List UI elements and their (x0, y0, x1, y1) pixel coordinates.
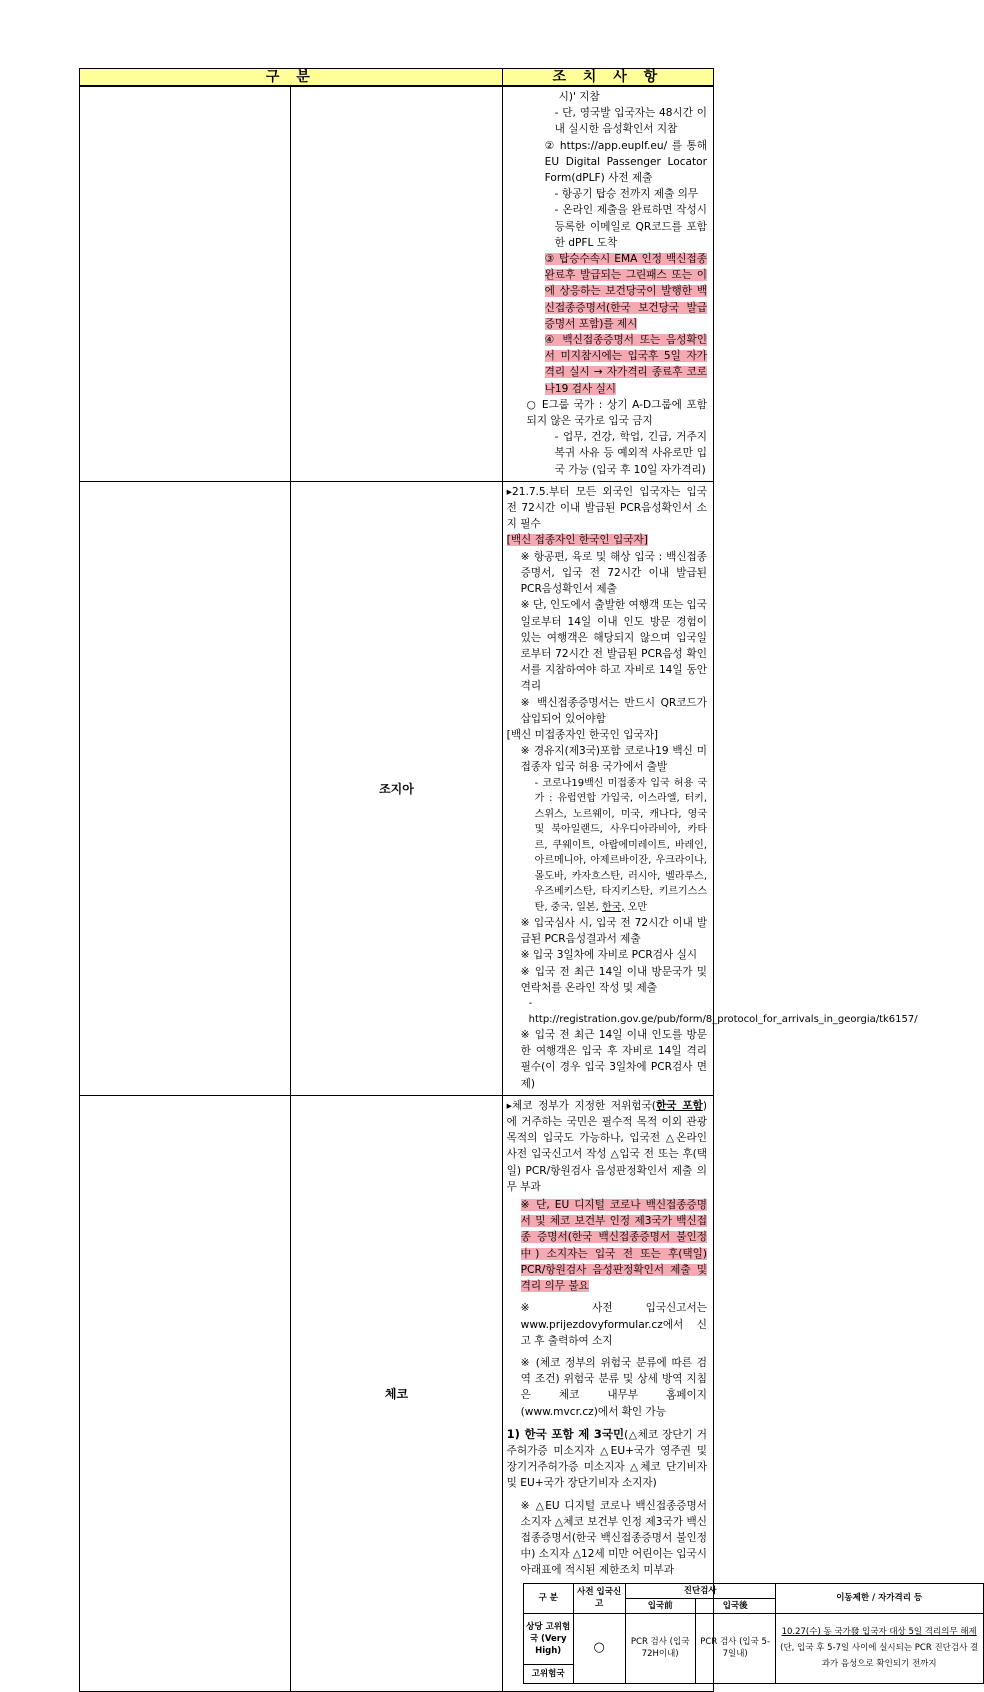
text-line: ▸체코 정부가 지정한 저위험국(한국 포함)에 거주하는 국민은 필수적 목적 이외 관광목적의 입국도 가능하나, 입국전 △온라인 사전 입국신고서 작성 △입국 전 또는 후(택일) PCR/항원검사 음성판정확인서 제출 의무 부과 (506, 1099, 708, 1193)
col-after-entry: 입국後 (695, 1598, 775, 1613)
region-cell (80, 86, 291, 481)
measures-cell (502, 481, 918, 1095)
restriction-table (523, 1583, 984, 1684)
pre-registration-mark: ○ (573, 1613, 625, 1683)
text-line: - 업무, 건강, 학업, 긴급, 거주지 복귀 사유 등 예외적 사유로만 입국 가능 (입국 후 10일 자가격리) (554, 431, 707, 476)
text-line: ② https://app.euplf.eu/ 를 통해 EU Digital Passenger Locator Form(dPLF) 사전 제출 (544, 139, 707, 185)
text-line: ○ E그룹 국가 : 상기 A-D그룹에 포함되지 않은 국가로 입국 금지 (526, 398, 707, 428)
col-pre-registration: 사전 입국신고 (573, 1583, 625, 1613)
col-before-entry: 입국前 (625, 1598, 695, 1613)
text-line: - 항공기 탑승 전까지 제출 의무 (554, 188, 699, 201)
text-line: - 온라인 제출을 완료하면 작성시 등록한 이메일로 QR코드를 포함한 dPFL 도착 (554, 204, 707, 249)
text-line: 1) 한국 포함 제 3국민(△체코 장단기 거주허가증 미소지자 △EU+국가 영주권 및 장기거주허가증 미소지자 △체코 단기비자 및 EU+국가 장단기비자 소지자) (506, 1426, 707, 1490)
col-restrictions: 이동제한 / 자가격리 등 (775, 1583, 983, 1613)
text-line: ※ 입국 전 최근 14일 이내 방문국가 및 연락처를 온라인 작성 및 제출 (520, 965, 707, 994)
country-label-czech: 체코 (291, 1095, 502, 1691)
table-row-continuation (80, 86, 714, 481)
header-measures: 조 치 사 항 (502, 69, 713, 87)
section-heading-unvaccinated: [백신 미접종자인 한국인 입국자] (506, 728, 659, 741)
registration-link[interactable]: - http://registration.gov.ge/pub/form/8_protocol_for_arrivals_in_georgia/tk6157/ (528, 998, 918, 1025)
measures-table (79, 68, 979, 1692)
text-line: - 단, 영국발 입국자는 48시간 이내 실시한 음성확인서 지참 (554, 107, 707, 136)
text-line: ※ 입국 3일차에 자비로 PCR검사 실시 (520, 949, 698, 962)
country-label-georgia: 조지아 (291, 481, 502, 1095)
highlighted-text: ③ 탑승수속시 EMA 인정 백신접종 완료후 발급되는 그린패스 또는 이에 상응하는 보건당국이 발행한 백신접종증명서(한국 보건당국 발급 증명서 포함)를 제시 (544, 253, 707, 330)
header-category: 구 분 (80, 69, 503, 87)
text-line: ※ 항공편, 육로 및 해상 입국 : 백신접종증명서, 입국 전 72시간 이내 발급된 PCR음성확인서 제출 (520, 550, 707, 596)
after-entry-test: PCR 검사 (입국 5-7일내) (695, 1613, 775, 1683)
col-category: 구 분 (523, 1583, 573, 1613)
before-entry-test: PCR 검사 (입국72H이내) (625, 1613, 695, 1683)
highlighted-text: ④ 백신접종증명서 또는 음성확인서 미지참시에는 입국후 5일 자가격리 실시 → 자가격리 종료후 코로나19 검사 실시 (544, 334, 707, 395)
text-line: ※ 단, 인도에서 출발한 여행객 또는 입국일로부터 14일 이내 인도 방문 경험이 있는 여행객은 해당되지 않으며 입국일로부터 72시간 전 발급된 PCR음성 확인서를 지참하여야 하고 자비로 14일 동안 격리 (520, 599, 707, 693)
restriction-detail: 10.27(수) 동 국가發 입국자 대상 5일 격리의무 해제(단, 입국 후 5-7일 사이에 실시되는 PCR 진단검사 결과가 음성으로 확인되기 전까지 (775, 1613, 983, 1683)
measures-cell (502, 1095, 979, 1691)
col-diagnostic-test: 진단검사 (625, 1583, 775, 1598)
text-line: ※ △EU 디지털 코로나 백신접종증명서 소지자 △체코 보건부 인정 제3국가 백신접종증명서(한국 백신접종증명서 불인정中) 소지자 △12세 미만 어린이는 입국시 아래표에 적시된 제한조치 미부과 (520, 1499, 707, 1577)
table-row-georgia (80, 481, 714, 1095)
text-line: ▸21.7.5.부터 모든 외국인 입국자는 입국 전 72시간 이내 발급된 PCR음성확인서 소지 필수 (506, 485, 707, 531)
text-line: ※ 백신접종증명서는 반드시 QR코드가 삽입되어 있어야함 (520, 696, 707, 725)
row-very-high-risk: 상당 고위험국 (Very High) (523, 1613, 573, 1664)
table-row-czech (80, 1095, 714, 1691)
highlighted-text: ※ 단, EU 디지털 코로나 백신접종증명서 및 체코 보건부 인정 제3국가 백신접종 증명서(한국 백신접종증명서 불인정中) 소지자는 입국 전 또는 후(택일) PCR/항원검사 음성판정확인서 제출 및 격리 의무 불요 (520, 1199, 707, 1293)
text-line: ※ 사전 입국신고서는 www.prijezdovyformular.cz에서 신고 후 출력하여 소지 (520, 1302, 707, 1347)
text-line: ※ 경유지(제3국)포함 코로나19 백신 미접종자 입국 허용 국가에서 출발 (520, 745, 707, 774)
measures-cell (502, 86, 713, 481)
text-line: - 코로나19백신 미접종자 입국 허용 국가 : 유럽연합 가입국, 이스라엘, 터키, 스위스, 노르웨이, 미국, 캐나다, 영국 및 북아일랜드, 사우디아라비아, 카타르, 쿠웨이트, 아랍에미레이트, 바레인, 아르메니아, 아제르바이잔, 우크라이나, 몰도바, 카자흐스탄, 러시아, 벨라루스, 우즈베키스탄, 타지키스탄, 키르기스스탄, 중국, 일본, 한국, 오만 (534, 777, 707, 913)
region-cell (80, 1095, 291, 1691)
row-high-risk: 고위험국 (523, 1664, 573, 1683)
text-line: ※ 입국심사 시, 입국 전 72시간 이내 발급된 PCR음성결과서 제출 (520, 917, 707, 946)
region-cell (80, 481, 291, 1095)
text-line: ※ (체코 정부의 위험국 분류에 따른 검역 조건) 위험국 분류 및 상세 방역 지침은 체코 내무부 홈페이지(www.mvcr.cz)에서 확인 가능 (520, 1356, 707, 1418)
country-cell (291, 86, 502, 481)
section-heading-vaccinated: [백신 접종자인 한국인 입국자] (506, 534, 648, 547)
text-line: 시)' 지참 (558, 91, 600, 103)
text-line: ※ 입국 전 최근 14일 이내 인도를 방문한 여행객은 입국 후 자비로 14일 격리 필수(이 경우 입국 3일차에 PCR검사 면제) (520, 1029, 707, 1090)
